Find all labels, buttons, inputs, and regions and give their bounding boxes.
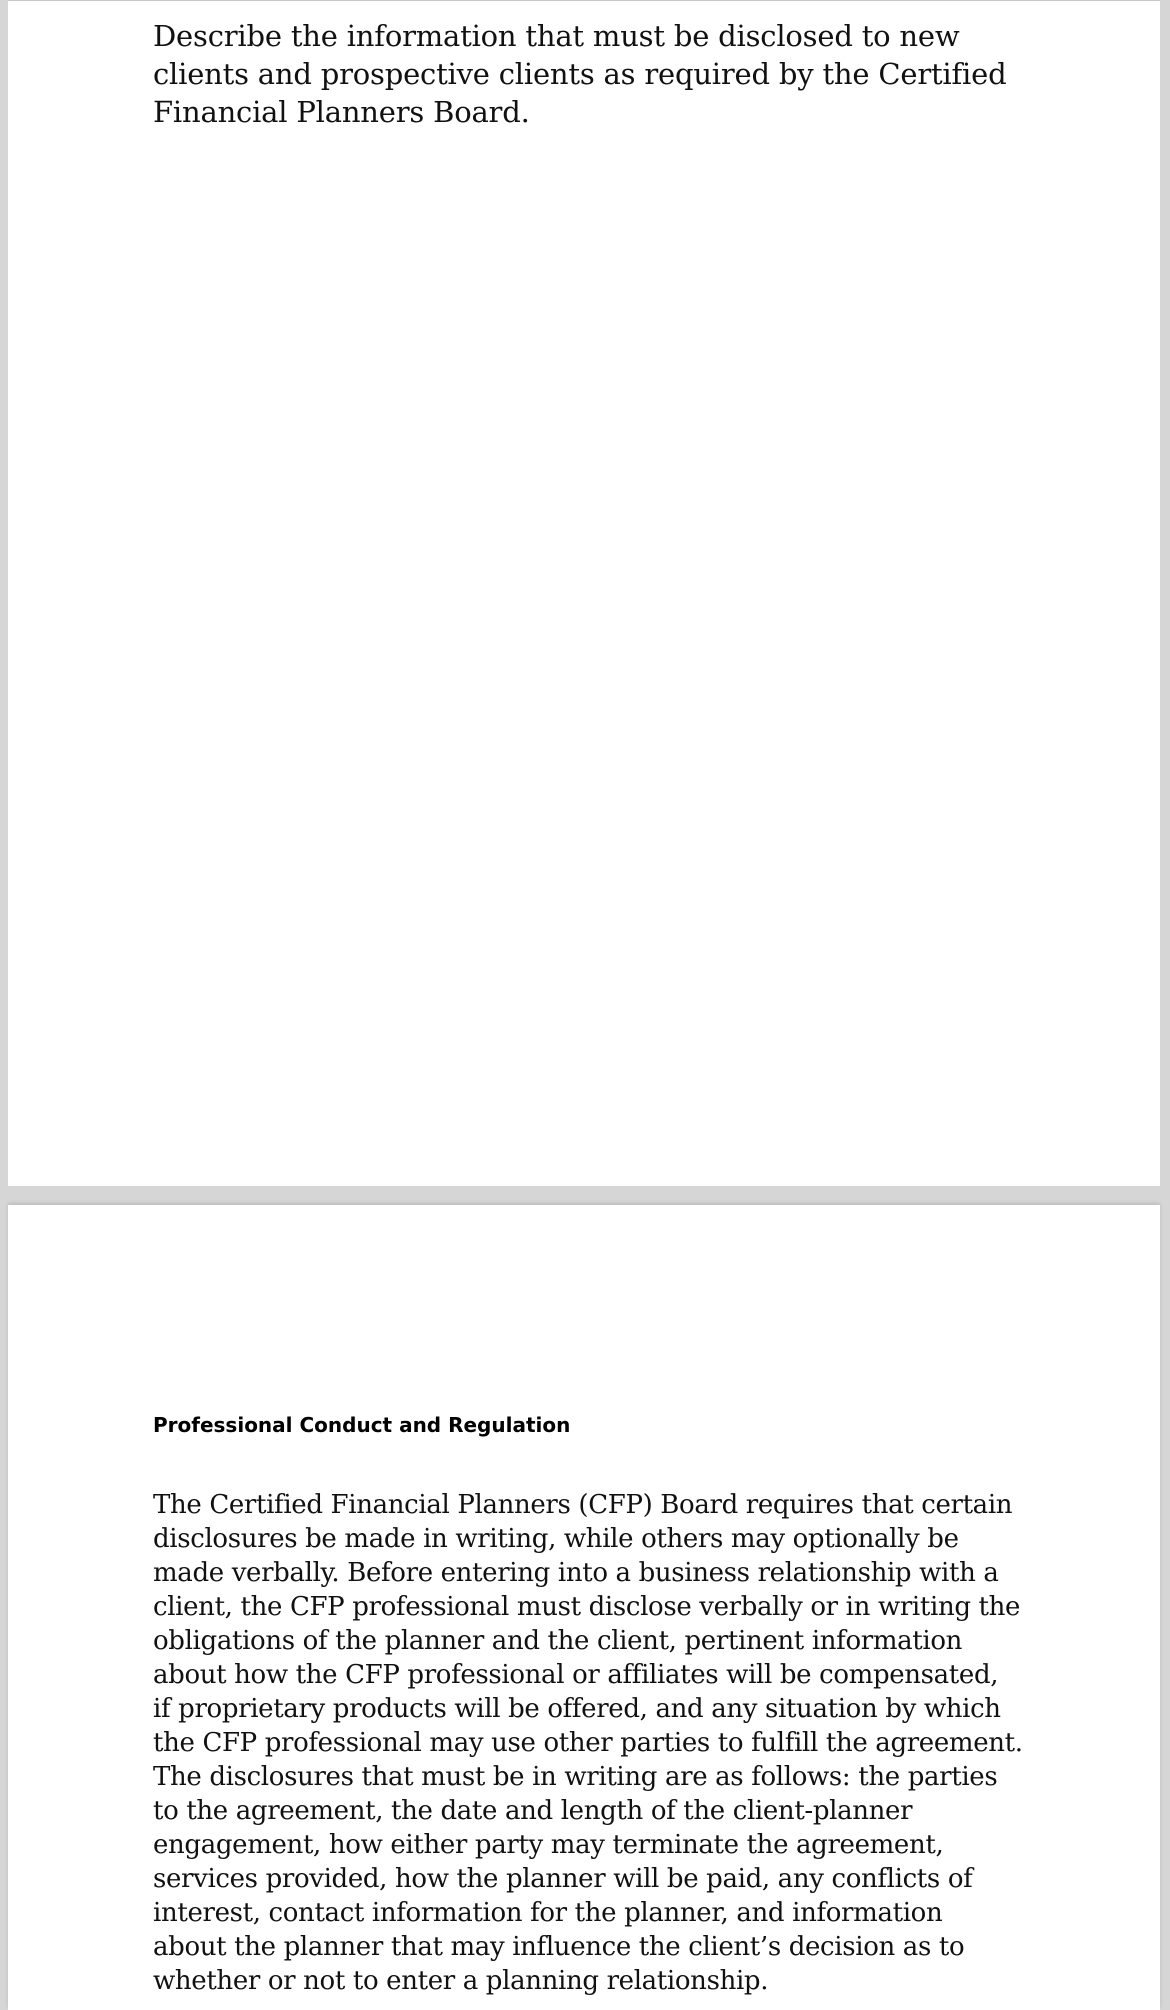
answer-paragraph: The Certified Financial Planners (CFP) Board requires that certain disclosures be made in writing, while others may optionally be made verbally. Before entering into a business relationship with a client, the CFP professional must disclose verbally or in writing the obligations of the planner and the client, pertinent information about how the CFP professional or affiliates will be compensated, if proprietary products will be offered, and any situation by which the CFP professional may use other parties to fulfill the agreement. The disclosures that must be in writing are as follows: the parties to the agreement, the date and length of the client-planner engagement, how either party may terminate the agreement, services provided, how the planner will be paid, any conflicts of interest, contact information for the planner, and information about the planner that may influence the client’s decision as to whether or not to enter a planning relationship.	[153, 1490, 1023, 1996]
document-page-1	[8, 0, 1160, 1186]
question-text: Describe the information that must be disclosed to new clients and prospective clients as required by the Certified Financial Planners Board.	[153, 19, 1007, 129]
section-heading: Professional Conduct and Regulation	[153, 1413, 571, 1437]
document-page-2	[8, 1205, 1160, 2010]
